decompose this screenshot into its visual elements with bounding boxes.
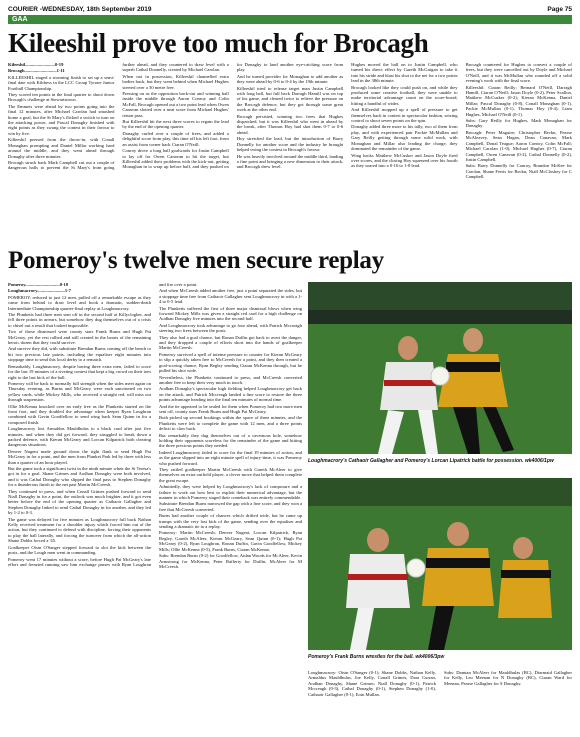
photo-1-caption: Loughmacrory's Cathaoir Gallagher and Pomeroy's Lorcan Lipatrick battle for possession. wk4006/1pw	[308, 458, 554, 464]
article-paragraph: Nevertheless, the Plunketts continued to press, and McCreesh converted another free to keep their very much in touch.	[159, 374, 302, 385]
score-line: Pomeroy..............................0-10	[8, 282, 69, 287]
page-header	[8, 4, 572, 14]
article-paragraph: KILLEESHIL staged a storming finish to set up a semi-final date with Kildress in the LCC Group Tyrone Junior Football Championship.	[8, 74, 115, 91]
article-paragraph: The game was delayed for five minutes as Loughmacrory full back Nathan Kelly received treatment for a shoulder injury which forced him out of the action, but they continued to defend with discipline, forcing their opponents to play the ball laterally, and forcing the turnover from which the all-action Shane Dobbs forced a '45.	[8, 516, 151, 544]
article-paragraph: And he turned provider for Monaghan to add another as they went ahead by 0-6 to 0-4 by the 19th minute.	[236, 73, 344, 85]
article-paragraph: And Loughmacrory took advantage to go four ahead, with Patrick Mccreagh steering two frees between the posts.	[159, 322, 302, 334]
article-paragraph: Subs: Brendan Burns (0-2) for Goodfellow, Aidan Woods for McAleer, Kevin Armstrong for McKenna, Peter Rafferty for Duffin, McAleer for M McCreesh.	[159, 553, 302, 569]
match-photo-2	[308, 478, 572, 650]
article-paragraph: They also had a goal chance, but Ronan Duffin got back to avert the danger, and they dropped a couple of efforts short into the hands of goalkeeper Martin McCreesh.	[159, 334, 302, 351]
article-paragraph: They rattled goalkeeper Martin McCreesh with Gareth McAleer to give themselves an extra outfield player, a clever move that helped them complete the great escape.	[159, 467, 302, 483]
article-paragraph: Conroy drove a long ball goalwards for Justin Campbell to lay off for Owen Canavan to hit the target, but Killeeshil added their problems with the kick-out, getting Monaghan in to wrap up before half, and they pushed on for Donaghy to land another eye-catching score from play.	[122, 62, 344, 170]
article-paragraph: Killeeshil pressed from the throw-in, with Conall Monaghan prompting and Daniel Millar working hard around the middle, and they went ahead through Donaghy after three minutes.	[8, 137, 115, 159]
article-paragraph: POMEROY, reduced to just 12 men, pulled off a remarkable escape as they came from behind to draw level and book a dramatic, sudden-death Intermediate Championship quarter-final replay at Loughmacrory.	[8, 294, 151, 311]
score-line: Brocagh............................1-11	[8, 68, 65, 74]
article-paragraph: Killeeshil tried to release target man Justin Campbell with long ball, but full back Darragh Hamill was on top of his game, and cleared twice to relieve the pressure on the Brocagh defence, but they got through some great work at the other end.	[236, 85, 344, 113]
article-paragraph: Brocagh looked like they could push on, and while they produced some creative football, they were unable to make territorial advantage count on the score-board, hitting a handful of wides.	[351, 84, 458, 106]
article1-headline: Kileeshil prove too much for Brocagh	[8, 28, 429, 58]
article-paragraph: When not in possession, Killeeshil channelled extra bodies back, but they went behind when Michael Hughes steered over a 30 metre free.	[122, 73, 229, 90]
article-paragraph: Admittedly, they were helped by Loughmacrory's lack of composure and a failure to work out how best to exploit their numerical advantage, but the manner in which Pomeroy staged their comeback was entirely commendable.	[159, 484, 302, 501]
article-paragraph: They scored ten points in the final quarter to shoot down Brocagh's challenge at Stewartstown.	[8, 92, 115, 103]
article-paragraph: Subs: Gary Reilly for Hughes, Mark Monaghan for Donaghy.	[465, 118, 572, 129]
article2-headline: Pomeroy's twelve men secure replay	[8, 247, 384, 274]
article-paragraph: Brocagh struck back Mark Campbell cut out a couple of dangerous balls to prevent the St Mary's from going further ahead, and they countered to draw level with a superb Cathal Donnelly, created by Michael Carolan.	[8, 62, 229, 171]
article-paragraph: Brocagh countered for Hughes to convert a couple of frees, but they were cancelled out by Doyle and Michael O'Neill, and it was McMullan who rounded off a solid evening's work with the final score.	[465, 62, 572, 84]
score-line: Loughmacrory........................1-7	[8, 288, 71, 294]
article-paragraph: Killeeshil: Ciaran Reilly; Bernard O'Neill, Darragh Hamill, Ciaran O'Neill; Jason Doyle (0-2), Peter Scallon, Matthew McCusker (0-2); Kieran McKenna, Daniel Millar; Pascal Donaghy (0-8), Conall Monaghan (0-1), Packie McMullan (0-1), Thomas Hoy (0-4); Liam Hughes, Michael O'Neill (0-1).	[465, 84, 572, 117]
article-paragraph: Indeed Loughmacrory failed to score for the final 19 minutes of action, and as the game slipped into an eight minute spell of injury-time, it was Pomeroy who pushed forward.	[159, 449, 302, 466]
article-paragraph: But remarkably they dug themselves out of a cavernous hole, somehow holding their opponents scoreless for the remainder of the game and hitting the three precious points they needed.	[159, 432, 302, 449]
article-paragraph: Denver Nugent made ground down the right flank to send Hugh Pat McGeary in for a point, and the men from Plunket Park led by three with less than a quarter of an hour played.	[8, 448, 151, 465]
section-label: GAA	[8, 15, 572, 24]
article-paragraph: Remarkably, Loughmacrory, despite having three extra men, failed to score for the last 19 minutes of a riveting contest that kept a big crowd on their toes right to the last kick of the ball.	[8, 363, 151, 380]
article-paragraph: Burns had another couple of chances which drifted wide, but he came up trumps with the very last kick of the game, sending over the equaliser and sending a dramatic tie to a replay.	[159, 513, 302, 530]
article-paragraph: Hughes moved the ball on to Justin Campbell, who turned his direct effect by Gareth McGuigan to take it into his stride and blast his shot to the net for a two points lead in the 38th minute.	[351, 62, 458, 84]
article-paragraph: And the tie appeared to be sealed for them when Pomeroy had two more men sent off, county stars Frank Burns and Hugh Pat McGeary.	[159, 403, 302, 414]
article-paragraph: Goalkeeper Oisin O'Sanger stepped forward to slot the kick between the posts, and the Lough men went in commanding.	[8, 544, 151, 556]
article-paragraph: Pomeroy survived a spell of intense pressure to counter for Kieran McGeary to slip a quickly taken free to McCreesh for a point, and they then created a goal-scoring chance, Ryan Begley sending Ciaran McKenna through, but he pulled his shot wide.	[159, 351, 302, 374]
article-paragraph: The Emmets were ahead by two points going into the final 12 minutes, after Michael Carolan had smashed home a goal, but the St Mary's flicked a switch to turn on the attacking power, and Pascal Donaghy finished with eight points as they swung the contest in their favour to win by five.	[8, 103, 115, 136]
page-number: Page 75	[547, 5, 572, 13]
article-paragraph: Pomeroy: Martin McCreesh; Denver Nugent, Lorcan Kilpatrick, Ryan Begley, Gareth McAleer, Kieran McGeary, Sean Quinn (0-1); Hugh Pat McGeary (0-2), Ryan Loughran, Ronan Duffin, Gavin Goodfellow, Mickey Mills; Ollie McKenna (0-5), Frank Burns, Ciaran McKenna.	[159, 530, 302, 552]
article-paragraph: And when McCreesh added another free, just a point separated the sides, but a stoppage time free from Cathaoir Gallagher sent Loughmacrory in with a 1-4 to 0-5 lead.	[159, 288, 302, 305]
article1-body	[8, 62, 572, 254]
publication-date: COURIER -WEDNESDAY, 18th September 2019	[8, 5, 152, 13]
article-paragraph: The Plunketts suffered the first of three major dismissal blows when wing forward Mickey Mills was given a straight red card for a high challenge on Aodhan Donaghy five minutes into the second half.	[159, 305, 302, 322]
article-paragraph: Brocagh: Peter Maguire; Christopher Beckn, Pearse McAleavey, Sean Hagan, Dean Canavan, Mark Campbell, Donal Teague; Aaron Conroy, Colin McFall; Michael Carolan (1-0), Michael Hughes (0-7), Ciaran Campbell, Owen Canavan (0-2), Cathal Donnelly (0-2), Justin Campbell.	[465, 129, 572, 162]
photo-2-image	[308, 478, 572, 650]
article2-body-continued	[308, 670, 572, 732]
article-paragraph: And Killeeshil mopped up a spell of pressure to get themselves back in contest in spectacular fashion, seizing control to shoot seven points on the spin.	[351, 107, 458, 124]
article-paragraph: Substitute Brendan Burns narrowed the gap with a fine score, and they won a free that McCreesh converted.	[159, 501, 302, 512]
article-paragraph: Both picked up second bookings within the space of three minutes, and the Plunketts were left to complete the game with 12 men, and a three points deficit to claw back.	[159, 415, 302, 432]
article2-body	[8, 282, 302, 730]
article-paragraph: Pomeroy will be back to normally full strength when the sides meet again on Thursday evening, as Burns and McGeary were each sanctioned on two yellow cards, while Mickey Mills, who received a straight red, will miss out through suspension.	[8, 380, 151, 403]
article-paragraph: Pressing on as the opposition back-out and winning ball inside the middle through Aaron Conroy and Colin McFall, Brocagh opened out a two point lead when Owen Canavan slotted over a neat score from Michael Hughes' return pass.	[122, 91, 229, 118]
article-paragraph: Brocagh persisted, winning two frees that Hughes dispatched, but it was Killeeshil who went in ahead by the break, after Thomas Hoy had shot them 0-7 to 0-6 ahead.	[236, 113, 344, 135]
article-paragraph: Donaghy added three more to his tally, two of them from play, and with experienced pair Packie McMullan and Gary Reilly getting through some solid work, with Monaghan and Millar also leading the charge, they dominated the remainder of the game.	[351, 124, 458, 152]
article-paragraph: But Killeeshil hit the next three scores to regain the lead by the end of the opening quarter.	[122, 119, 229, 130]
article-paragraph: Subs: Damian McAleer for Mauldhulas (BC), Diarmaid Gallagher for Kelly, Leo Meenan for N Donaghy (BC), Ciaran Ward for Meenan, Pearse Gallagher for S Donaghy.	[444, 670, 572, 686]
article-paragraph: And survive they did, with substitute Brendan Burns coming off the bench to hit two precious late points, including the equaliser eight minutes into stoppage time to send this local derby to a rematch.	[8, 346, 151, 363]
match-photo-1	[308, 282, 572, 454]
article-paragraph: Two of those dismissed were county stars Frank Burns and Hugh Pat McGeary, yet the rest rallied and still created in the hearts of the remaining heroic dozen that they could survive.	[8, 329, 151, 346]
score-line: Kileeshil..........................0-19	[8, 62, 64, 67]
article-paragraph: The Plunketts had three men sent off in the second half at Killyclogher, and fell three points in arrears, but somehow they dug themselves out of a crisis to chisel out a result that looked impossible.	[8, 312, 151, 328]
article-paragraph: Wing backs Matthew McCusker and Jason Doyle fired over scores, and the closing Hoy squeezed over his fourth as they soared into a 0-16 to 1-8 lead.	[351, 152, 458, 169]
article-paragraph: Subs: Barry Donnelly for Conroy, Brandon McKee for Carolan, Shane Ferris for Beckn, Niall McCloskey for C Campbell.	[465, 163, 572, 180]
photo-1-image	[308, 282, 572, 454]
article-paragraph: Donaghy curled over a couple of frees, and added a delightful score from play, this time off his left foot, from an assist from corner back Ciaran O'Neill.	[122, 130, 229, 147]
article-paragraph: Loughmacrory: Oisin O'Sanger (0-1); Shane Dobbs, Nathan Kelly, Armaldus Mauldhulas, Joe Kelly, Conall Grimes, Dara Curran, Aodhan Donaghy, Shane Grimes; Niall Donaghy (0-1), Patrick Mccreagh (0-3), Cathal Donaghy (0-1), Stephen Donaghy (1-0), Cathaoir Gallagher (0-1), Eoin Mullan.	[308, 670, 436, 697]
article-paragraph: Hoy stretched the lead, but the introduction of Barry Donnelly for another score and the industry he brought helped swing the contest in Brocagh's favour.	[236, 136, 344, 153]
article-paragraph: But the game took a significant twist in the ninth minute when the St Teresa's got in for a goal. Shane Grimes and Aodhan Donaghy were both involved, and it was Cathal Donaghy who slipped the final pass to Stephen Donaghy for a thunderous finish to the net past Martin McCreesh.	[8, 466, 151, 488]
article-paragraph: They continued to press, and when Conall Grimes pushed forward to send Niall Donaghy in for a point, the outlook was much brighter, and it got even better before the end of the opening quarter as Cathaoir Gallagher and Stephen Donaghy linked to send Cathal Donaghy in for another, and they led by 1-2 to 0-3.	[8, 488, 151, 516]
photo-2-caption: Pomeroy's Frank Burns wrestles for the ball. wk4006/3pw	[308, 654, 445, 660]
article-paragraph: Aodhan Donaghy's spectacular high fielding helped Loughmacrory get back on the attack, and Patrick Mccreagh landed a fine score to restore the three points advantage heading into the final ten minutes of normal time.	[159, 386, 302, 403]
article-paragraph: Pomeroy went 17 minutes without a score, before Hugh Pat McGeary's late effort and frenzied running saw him exchange passes with Ryan Loughran and fire over a point.	[8, 282, 198, 567]
article-paragraph: Ollie McKenna knocked over an early free as the Plunketts started on the front foot, and they doubled the advantage when keeper Ryan Loughran combined with Gavin Goodfellow to send wing back Sean Quinn in for a composed finish.	[8, 403, 151, 425]
article-paragraph: He was heavily involved around the middle third, landing a fine point and bringing a new dimension to their attack, and Brocagh drew level.	[236, 153, 344, 170]
article-paragraph: Loughmacrory lost Armaldus Mauldhulas to a black card after just five minutes, and when they did get forward, they struggled to break down a packed defence, with Kieran McGeary and Lorcan Kilpatrick both clearing dangerous situations.	[8, 426, 151, 448]
